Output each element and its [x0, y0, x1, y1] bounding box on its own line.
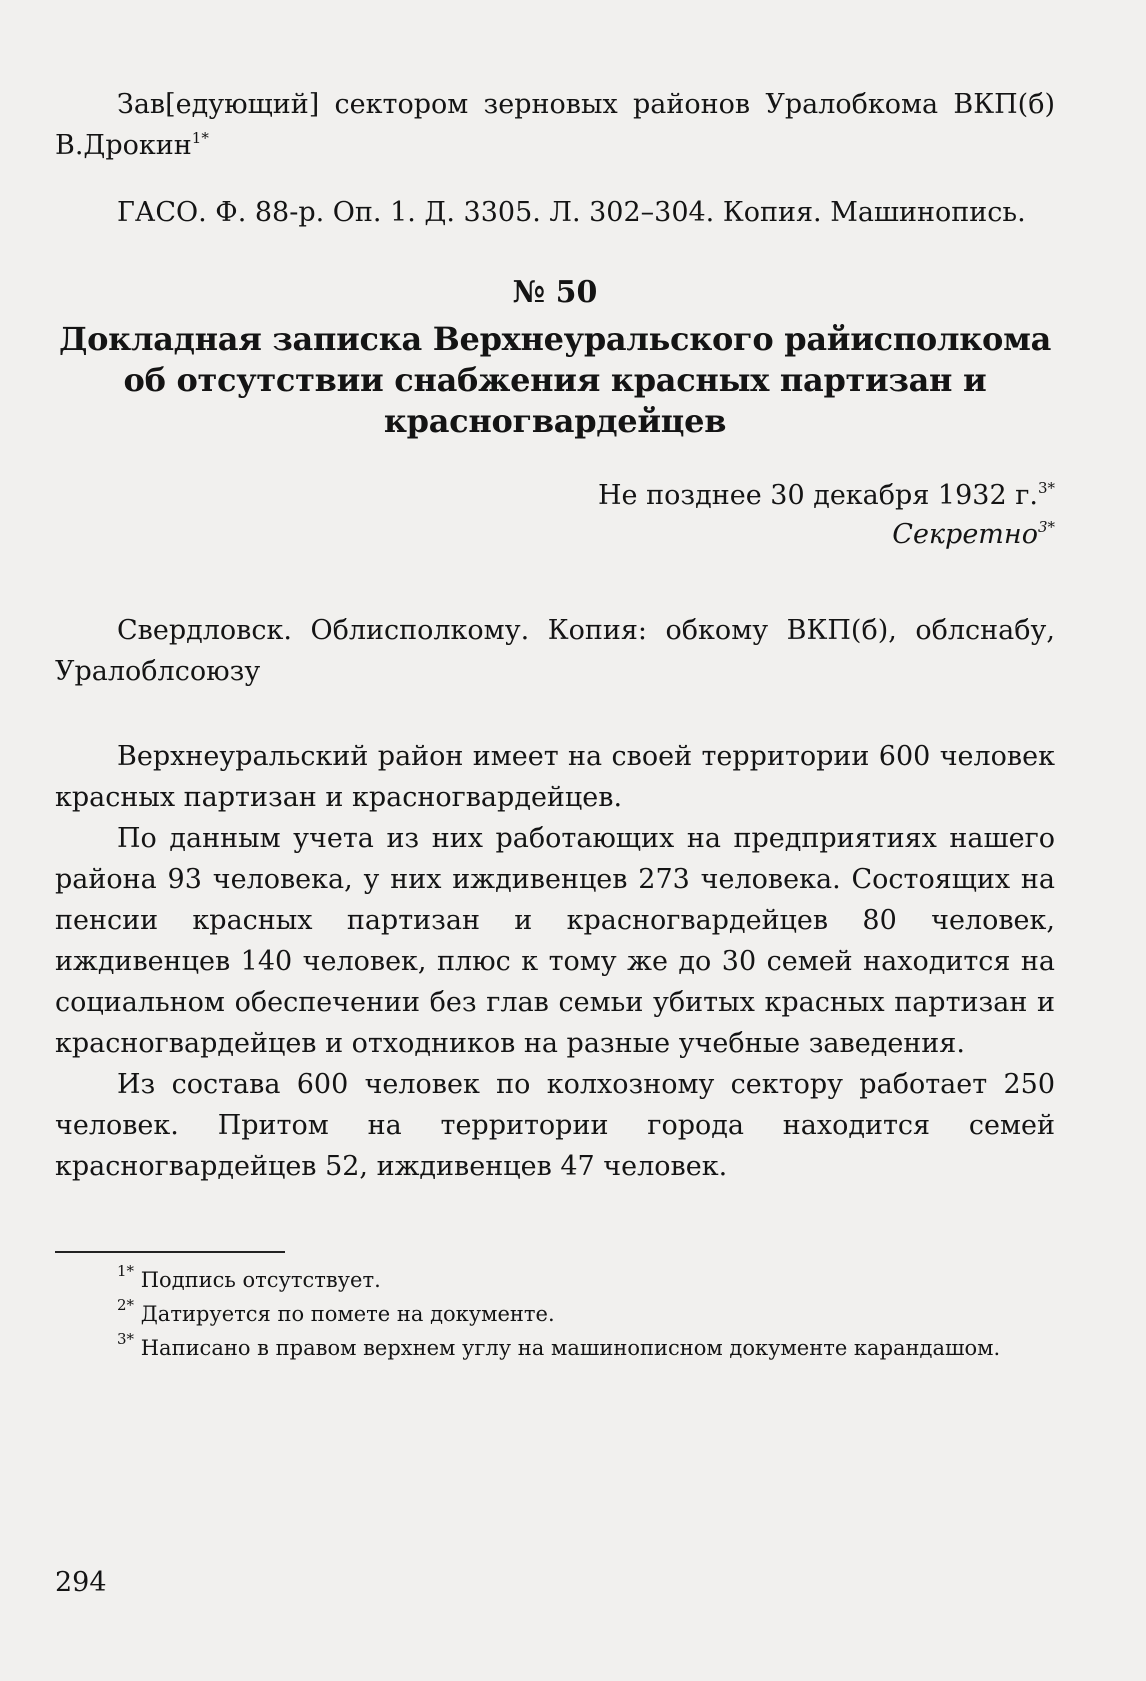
footnote [55, 1297, 1055, 1331]
footnote-mark: 1* [117, 1262, 135, 1280]
footnote [55, 1331, 1055, 1365]
footnote-divider [55, 1251, 285, 1253]
page-content [55, 84, 1055, 1365]
footnote-text: Датируется по помете на документе. [140, 1302, 555, 1326]
footnote-text: Подпись отсутствует. [140, 1268, 381, 1292]
document-date [55, 476, 1055, 515]
footnote-mark: 3* [117, 1330, 135, 1348]
footnote-ref: 3* [1037, 479, 1055, 497]
body-paragraph: Из состава 600 человек по колхозному сектору работает 250 человек. Притом на территории города находится семей красногвардейцев 52, иждивенцев 47 человек. [55, 1069, 1055, 1182]
classification-stamp [55, 515, 1055, 554]
signature-text: Зав[едующий] сектором зерновых районов Уралобкома ВКП(б) В.Дрокин [55, 89, 1055, 161]
footnotes [55, 1263, 1055, 1365]
classification-text: Секретно [892, 519, 1038, 550]
body-paragraph: Верхнеуральский район имеет на своей территории 600 человек красных партизан и красногвардейцев. [55, 741, 1055, 813]
footnote [55, 1263, 1055, 1297]
archive-reference: ГАСО. Ф. 88-р. Оп. 1. Д. 3305. Л. 302–304. Копия. Машинопись. [117, 197, 1026, 228]
body-paragraph: По данным учета из них работающих на предприятиях нашего района 93 человека, у них иждивенцев 273 человека. Состоящих на пенсии красных партизан и красногвардейцев 80 человек, иждивенцев 140 человек, плюс к тому же до 30 семей находится на социальном обеспечении без глав семьи убитых красных партизан и красногвардейцев и отходников на разные учебные заведения. [55, 823, 1055, 1059]
footnote-mark: 2* [117, 1296, 135, 1314]
page-number: 294 [55, 1567, 107, 1598]
footnote-ref: 3* [1037, 518, 1055, 536]
signature-line [55, 84, 1055, 166]
addressee-line: Свердловск. Облисполкому. Копия: обкому ВКП(б), облснабу, Уралоблсоюзу [55, 615, 1055, 687]
footnote-ref: 1* [191, 129, 209, 147]
date-text: Не позднее 30 декабря 1932 г. [598, 480, 1038, 511]
document-number: № 50 [512, 275, 598, 310]
document-title: Докладная записка Верхнеуральского райисполкома об отсутствии снабжения красных партизан и красногвардейцев [58, 320, 1052, 440]
footnote-text: Написано в правом верхнем углу на машинописном документе карандашом. [140, 1336, 1001, 1360]
